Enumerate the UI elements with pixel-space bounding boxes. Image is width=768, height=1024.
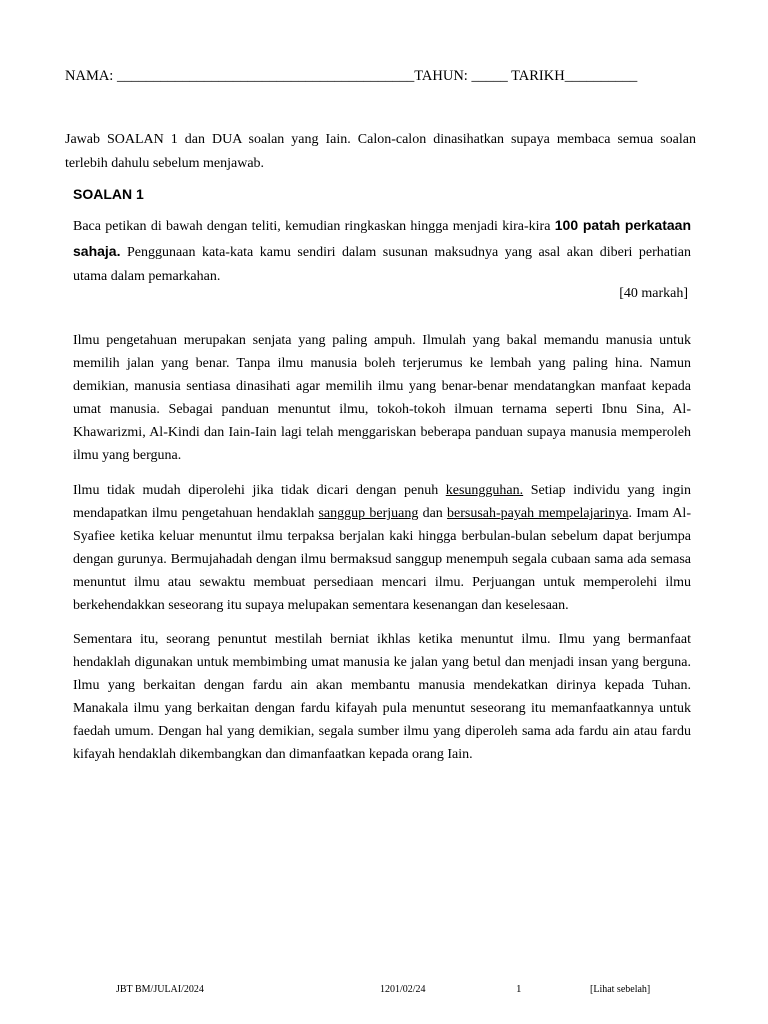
- nama-label: NAMA:: [65, 68, 114, 84]
- p2-text-b: Setiap individu yang ingin mendapatkan ilmu pengetahuan hendaklah: [73, 483, 691, 521]
- p2-underlined-1: kesungguhan.: [445, 483, 524, 498]
- tahun-label: TAHUN:: [414, 68, 468, 84]
- tahun-blank: _____: [471, 68, 508, 84]
- question-text-after: Penggunaan kata-kata kamu sendiri dalam susunan maksudnya yang asal akan diberi perhatian utama dalam pemarkahan.: [73, 245, 691, 284]
- question-text-before: Baca petikan di bawah dengan teliti, kemudian ringkaskan hingga menjadi kira-kira: [73, 219, 555, 234]
- nama-blank: _________________________________________: [116, 68, 415, 84]
- student-info-line: [65, 68, 637, 85]
- p2-text-d: . Imam Al-Syafiee ketika keluar menuntut ilmu terpaksa berjalan kaki hingga berbulan-bulan sebelum dapat berjumpa dengan gurunya. Bermujahadah dengan ilmu bermaksud sanggup menempuh segala cubaan sama ada semasa menuntut ilmu atau sewaktu membuat persediaan mencari ilmu. Perjuangan untuk memperolehi ilmu berkehendakkan seseorang itu supaya melupakan sementara kesenangan dan keselesaan.: [73, 506, 691, 613]
- footer-page-number: 1: [516, 983, 522, 995]
- passage-paragraph-1: Ilmu pengetahuan merupakan senjata yang paling ampuh. Ilmulah yang bakal memandu manusia untuk memilih jalan yang benar. Tanpa ilmu manusia boleh terjerumus ke lembah yang paling hina. Namun demikian, manusia sentiasa dinasihati agar memilih ilmu yang benar-benar mendatangkan manfaat kepada umat manusia. Sebagai panduan menuntut ilmu, tokoh-tokoh ilmuan ternama seperti Ibnu Sina, Al-Khawarizmi, Al-Kindi dan Iain-Iain lagi telah menggariskan beberapa panduan supaya manusia memperoleh ilmu yang berguna.: [73, 333, 691, 463]
- question-title: SOALAN 1: [73, 186, 144, 202]
- tarikh-label: TARIKH: [511, 68, 565, 84]
- question-marks: [40 markah]: [619, 286, 688, 301]
- p2-text-c: dan: [418, 506, 448, 521]
- p2-underlined-3: bersusah-payah mempelajarinya: [447, 506, 629, 521]
- passage-paragraph-3: Sementara itu, seorang penuntut mestilah berniat ikhlas ketika menuntut ilmu. Ilmu yang bermanfaat hendaklah digunakan untuk membimbing umat manusia ke jalan yang betul dan menjadi insan yang berguna. Ilmu yang berkaitan dengan fardu ain akan membantu manusia mendekatkan dirinya kepada Tuhan. Manakala ilmu yang berkaitan dengan fardu kifayah pula menuntut seseorang itu memanfaatkannya untuk faedah umum. Dengan hal yang demikian, segala sumber ilmu yang diperoleh sama ada fardu ain atau fardu kifayah hendaklah dikembangkan dan dimanfaatkan kepada orang Iain.: [73, 632, 691, 762]
- footer-paper-code: 1201/02/24: [380, 984, 426, 995]
- passage-paragraph-2: [73, 479, 691, 617]
- p2-text-a: Ilmu tidak mudah diperolehi jika tidak dicari dengan penuh: [73, 483, 446, 498]
- tarikh-blank: __________: [564, 68, 638, 84]
- footer-next-page: [Lihat sebelah]: [590, 984, 651, 995]
- question-text: [73, 213, 691, 289]
- exam-instruction: Jawab SOALAN 1 dan DUA soalan yang Iain. Calon-calon dinasihatkan supaya membaca semua soalan terlebih dahulu sebelum menjawab.: [65, 132, 696, 171]
- question-word-limit: 100 patah perkataan sahaja.: [73, 217, 692, 259]
- p2-underlined-2: sanggup berjuang: [318, 506, 419, 521]
- footer-exam-code: JBT BM/JULAI/2024: [116, 984, 204, 995]
